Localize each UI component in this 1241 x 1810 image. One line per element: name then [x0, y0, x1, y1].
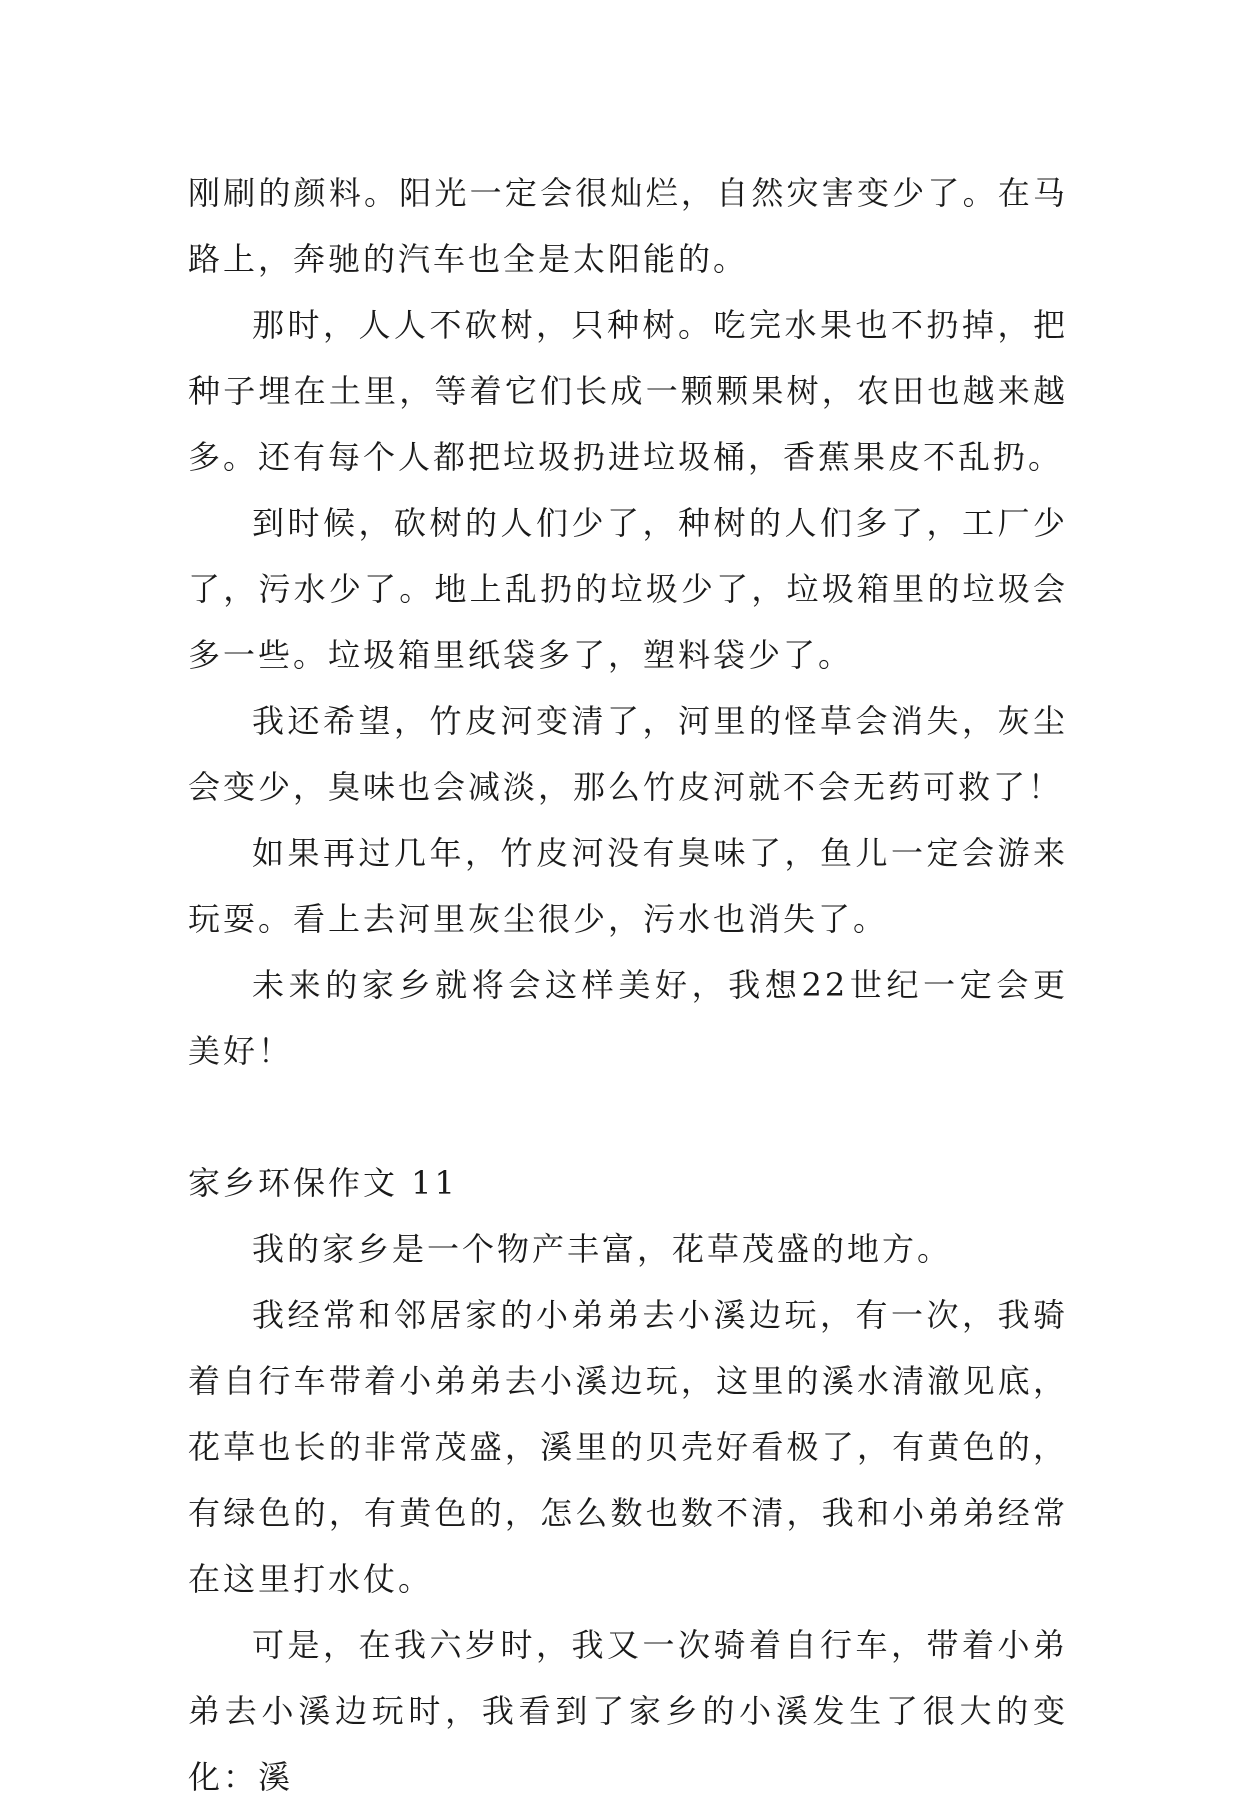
section-title: 家乡环保作文 11 — [188, 1164, 458, 1202]
document-body — [188, 160, 1068, 1810]
paragraph-continued: 刚刷的颜料。阳光一定会很灿烂，自然灾害变少了。在马路上，奔驰的汽车也全是太阳能的。 — [188, 174, 1068, 278]
paragraph: 我还希望，竹皮河变清了，河里的怪草会消失，灰尘会变少，臭味也会减淡，那么竹皮河就不会无药可救了！ — [188, 702, 1068, 806]
paragraph: 如果再过几年，竹皮河没有臭味了，鱼儿一定会游来玩耍。看上去河里灰尘很少，污水也消失了。 — [188, 834, 1068, 938]
paragraph: 我经常和邻居家的小弟弟去小溪边玩，有一次，我骑着自行车带着小弟弟去小溪边玩，这里的溪水清澈见底，花草也长的非常茂盛，溪里的贝壳好看极了，有黄色的，有绿色的，有黄色的，怎么数也数不清，我和小弟弟经常在这里打水仗。 — [188, 1296, 1068, 1598]
paragraph: 未来的家乡就将会这样美好，我想22世纪一定会更美好！ — [188, 966, 1068, 1070]
paragraph: 到时候，砍树的人们少了，种树的人们多了，工厂少了，污水少了。地上乱扔的垃圾少了，垃圾箱里的垃圾会多一些。垃圾箱里纸袋多了，塑料袋少了。 — [188, 504, 1068, 674]
paragraph: 那时，人人不砍树，只种树。吃完水果也不扔掉，把种子埋在土里，等着它们长成一颗颗果树，农田也越来越多。还有每个人都把垃圾扔进垃圾桶，香蕉果皮不乱扔。 — [188, 306, 1068, 476]
paragraph: 可是，在我六岁时，我又一次骑着自行车，带着小弟弟去小溪边玩时，我看到了家乡的小溪发生了很大的变化：溪 — [188, 1626, 1068, 1796]
paragraph: 我的家乡是一个物产丰富，花草茂盛的地方。 — [252, 1230, 953, 1268]
section-spacer — [188, 1084, 1068, 1150]
